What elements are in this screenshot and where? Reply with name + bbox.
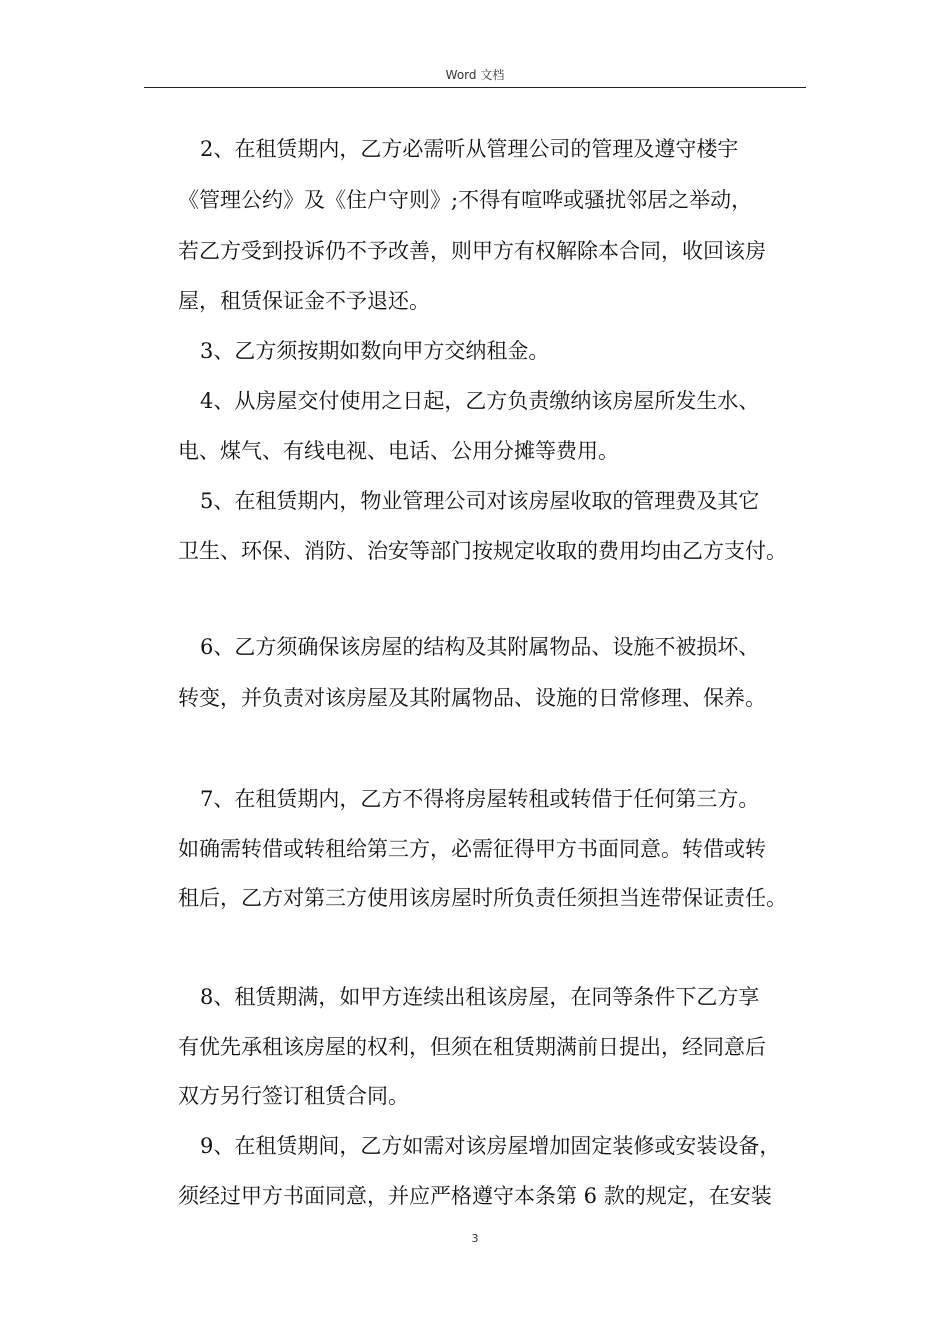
text-line: 8、租赁期满，如甲方连续出租该房屋，在同等条件下乙方享 [200, 985, 760, 1009]
page-header: Word 文档 [445, 68, 505, 82]
page-number: 3 [471, 1232, 479, 1245]
text-line: 7、在租赁期内，乙方不得将房屋转租或转借于任何第三方。 [200, 787, 760, 811]
text-line: 《管理公约》及《住户守则》;不得有喧哗或骚扰邻居之举动， [178, 188, 753, 212]
text-line: 卫生、环保、消防、治安等部门按规定收取的费用均由乙方支付。 [178, 539, 787, 563]
text-line: 租后，乙方对第三方使用该房屋时所负责任须担当连带保证责任。 [178, 886, 787, 910]
header-divider [144, 87, 806, 88]
text-line: 转变，并负责对该房屋及其附属物品、设施的日常修理、保养。 [178, 686, 766, 710]
text-line: 双方另行签订租赁合同。 [178, 1084, 409, 1108]
text-line: 4、从房屋交付使用之日起，乙方负责缴纳该房屋所发生水、 [200, 389, 760, 413]
text-line: 5、在租赁期内，物业管理公司对该房屋收取的管理费及其它 [200, 489, 760, 513]
text-line: 须经过甲方书面同意，并应严格遵守本条第 6 款的规定，在安装 [178, 1184, 772, 1208]
text-line: 若乙方受到投诉仍不予改善，则甲方有权解除本合同，收回该房 [178, 239, 766, 263]
text-line: 屋，租赁保证金不予退还。 [178, 289, 430, 313]
text-line: 如确需转借或转租给第三方，必需征得甲方书面同意。转借或转 [178, 837, 766, 861]
text-line: 2、在租赁期内，乙方必需听从管理公司的管理及遵守楼宇 [200, 137, 739, 161]
text-line: 有优先承租该房屋的权利，但须在租赁期满前日提出，经同意后 [178, 1035, 766, 1059]
text-line: 9、在租赁期间，乙方如需对该房屋增加固定装修或安装设备， [200, 1134, 781, 1158]
text-line: 6、乙方须确保该房屋的结构及其附属物品、设施不被损坏、 [200, 635, 760, 659]
text-line: 电、煤气、有线电视、电话、公用分摊等费用。 [178, 439, 619, 463]
text-line: 3、乙方须按期如数向甲方交纳租金。 [200, 339, 550, 363]
